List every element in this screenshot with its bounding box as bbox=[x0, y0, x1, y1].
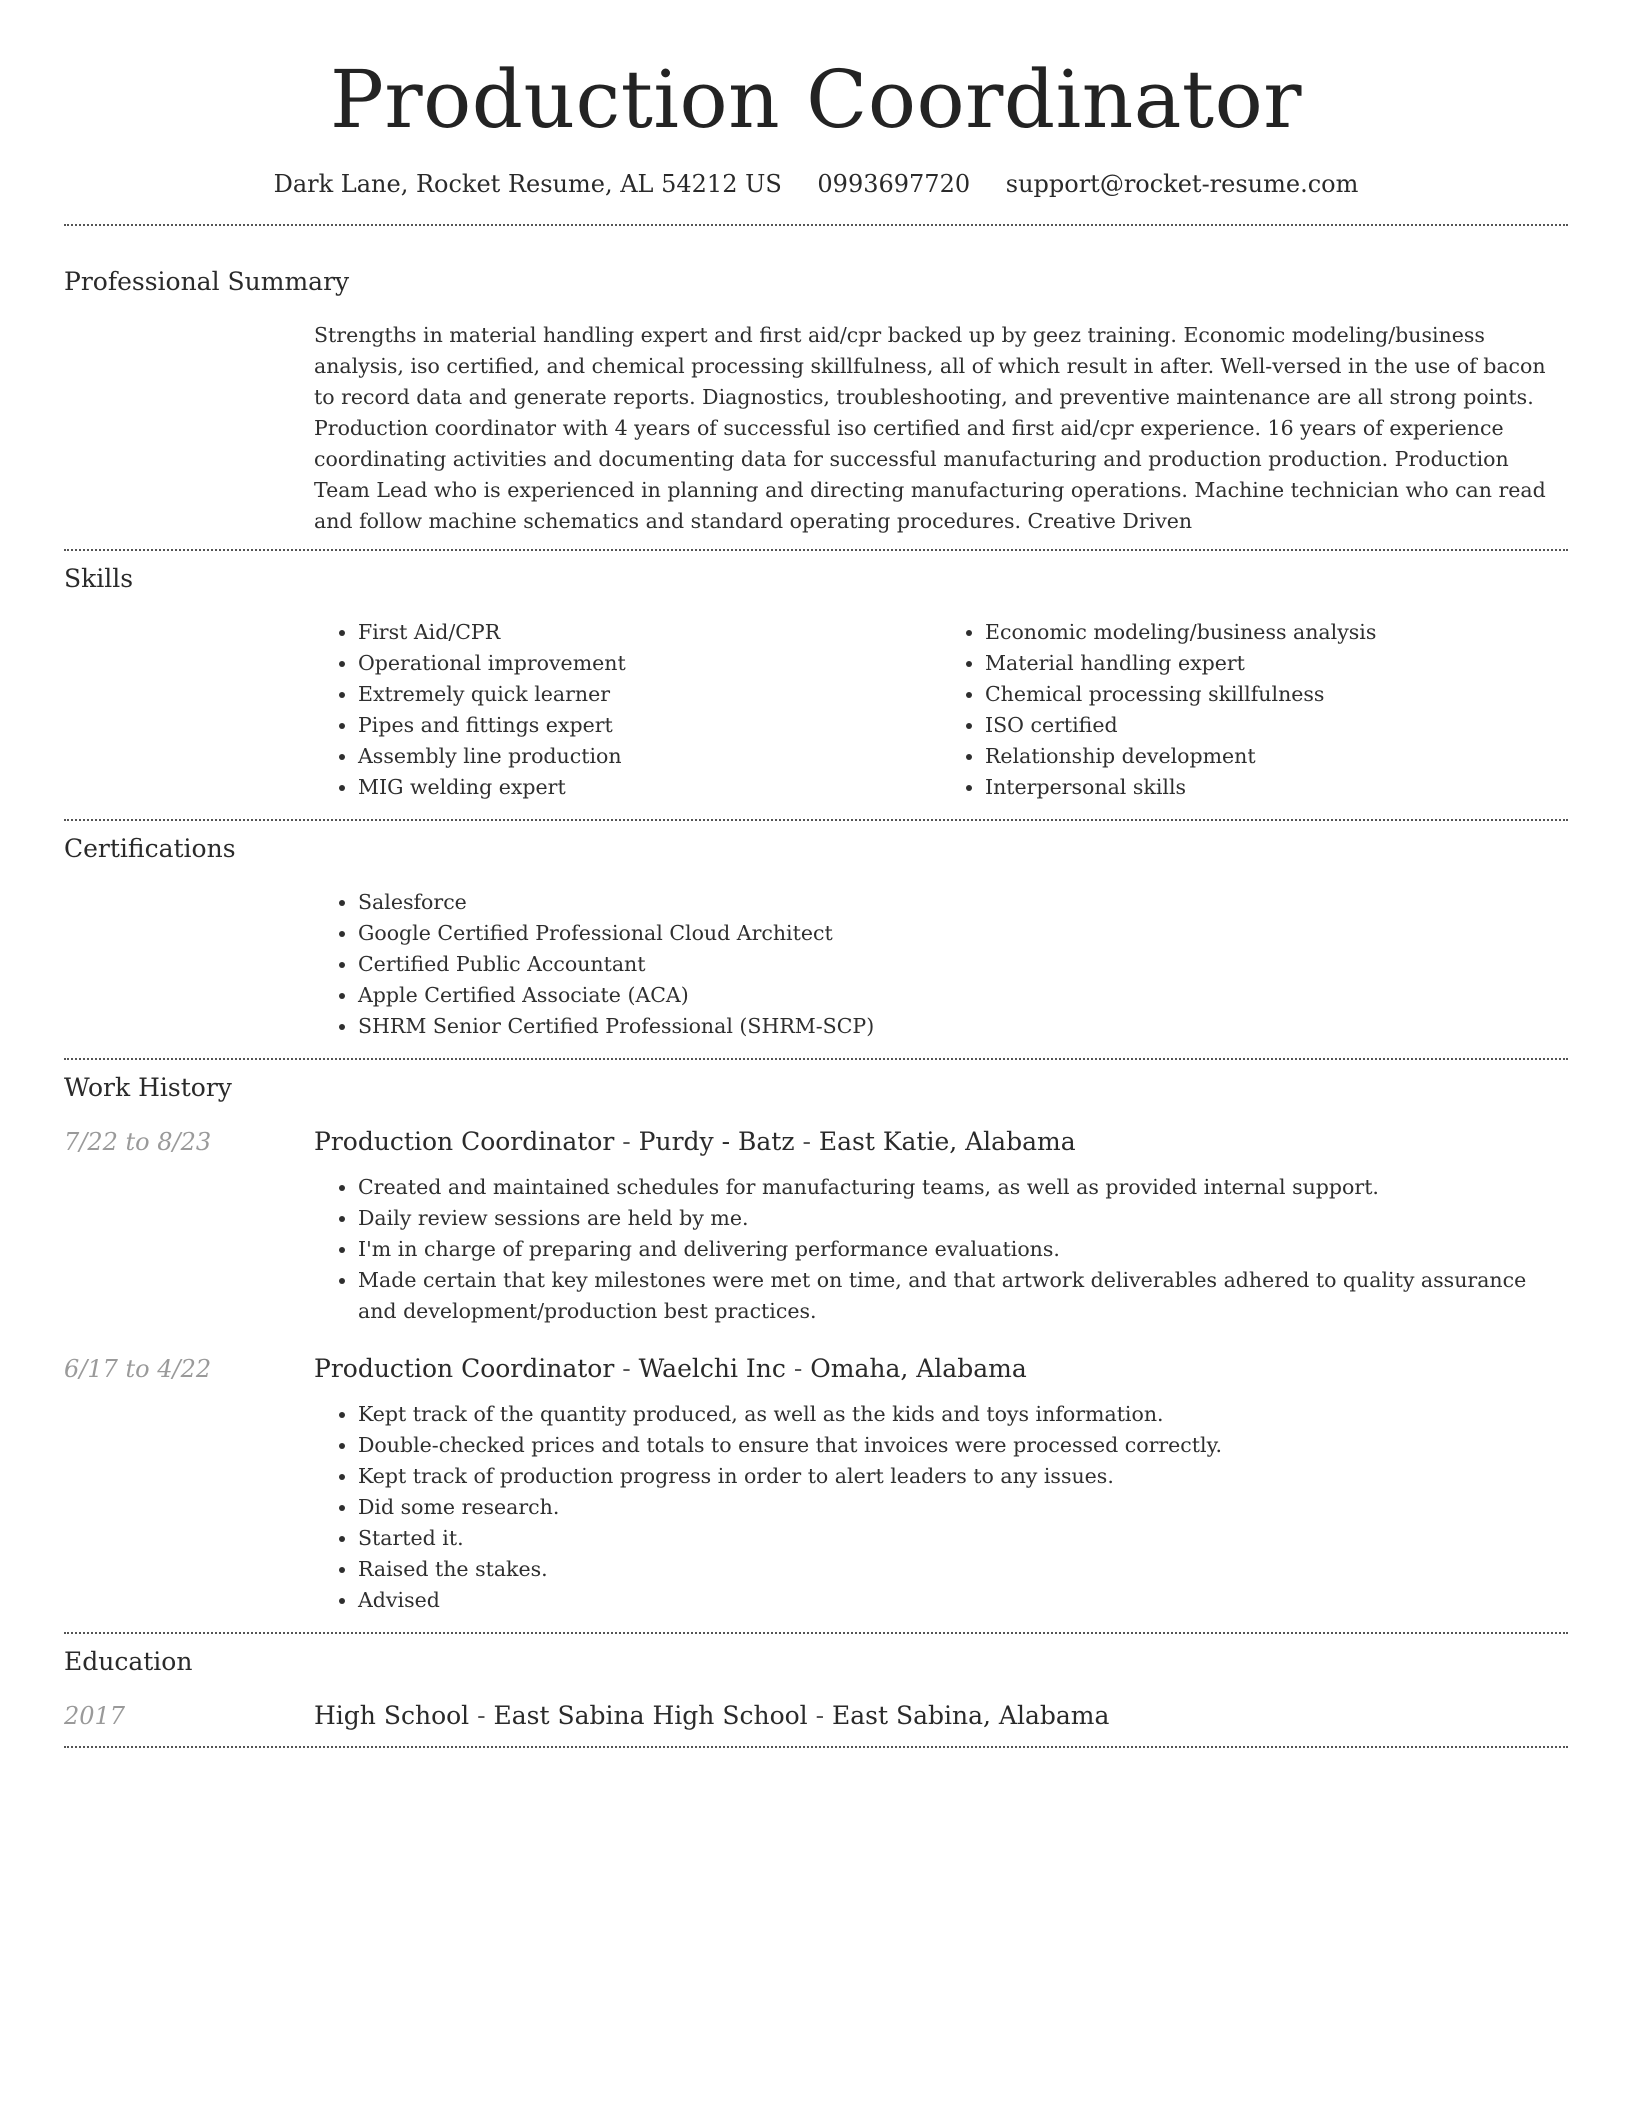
job-bullet: • Raised the stakes. bbox=[358, 1554, 1568, 1585]
section-title-education: Education bbox=[64, 1647, 193, 1676]
summary-text: Strengths in material handling expert and first aid/cpr backed up by geez training. Economic modeling/business analysis, iso certified, and chemical processing skillfulness, all of which result in after. Well-versed in the use of bacon to record data and generate reports. Diagnostics, troubleshooting, and preventive maintenance are all strong points. Production coordinator with 4 years of successful iso certified and first aid/cpr experience. 16 years of experience coordinating activities and documenting data for successful manufacturing and production production. Production Team Lead who is experienced in planning and directing manufacturing operations. Machine technician who can read and follow machine schematics and standard operating procedures. Creative Driven bbox=[314, 323, 1546, 533]
separator: - bbox=[794, 1127, 819, 1156]
certification-item: • Salesforce bbox=[358, 887, 1568, 918]
job-title-line bbox=[314, 1126, 1076, 1158]
certification-item: • Apple Certified Associate (ACA) bbox=[358, 980, 1568, 1011]
job-location: Omaha, Alabama bbox=[810, 1354, 1027, 1383]
job-dates: 6/17 to 4/22 bbox=[64, 1355, 212, 1383]
skill-item: • Material handling expert bbox=[985, 648, 1568, 679]
certification-item: • Certified Public Accountant bbox=[358, 949, 1568, 980]
contact-line bbox=[64, 168, 1568, 200]
job-title-line bbox=[314, 1353, 1027, 1385]
separator: - bbox=[807, 1701, 833, 1730]
job-entry bbox=[64, 1353, 1568, 1616]
job-role: Production Coordinator bbox=[314, 1127, 615, 1156]
job-bullets-wrap bbox=[314, 1399, 1568, 1616]
section-title-work: Work History bbox=[64, 1073, 232, 1102]
job-dates: 7/22 to 8/23 bbox=[64, 1128, 212, 1156]
skill-item: • First Aid/CPR bbox=[358, 617, 941, 648]
skill-item: • Economic modeling/business analysis bbox=[985, 617, 1568, 648]
contact-phone: 0993697720 bbox=[817, 170, 971, 198]
skills-list bbox=[314, 617, 1568, 803]
contact-email[interactable]: support@rocket-resume.com bbox=[1005, 170, 1359, 198]
skill-item: • Interpersonal skills bbox=[985, 772, 1568, 803]
education-date: 2017 bbox=[64, 1702, 126, 1730]
education-school: East Sabina High School bbox=[493, 1701, 808, 1730]
job-bullet: • Kept track of the quantity produced, as well as the kids and toys information. bbox=[358, 1399, 1568, 1430]
skills-column-left bbox=[314, 617, 941, 803]
job-bullets-wrap bbox=[314, 1172, 1568, 1327]
job-header bbox=[64, 1353, 1568, 1385]
job-bullet: • Did some research. bbox=[358, 1492, 1568, 1523]
certification-item: • SHRM Senior Certified Professional (SHRM-SCP) bbox=[358, 1011, 1568, 1042]
job-company: Purdy - Batz bbox=[638, 1127, 795, 1156]
job-bullet: • Started it. bbox=[358, 1523, 1568, 1554]
skill-item: • Chemical processing skillfulness bbox=[985, 679, 1568, 710]
job-bullets bbox=[314, 1399, 1568, 1616]
job-bullet: • Double-checked prices and totals to ensure that invoices were processed correctly. bbox=[358, 1430, 1568, 1461]
skills-column-right bbox=[941, 617, 1568, 803]
job-entry bbox=[64, 1126, 1568, 1327]
job-company: Waelchi Inc bbox=[638, 1354, 786, 1383]
job-bullet: • Advised bbox=[358, 1585, 1568, 1616]
education-line bbox=[314, 1700, 1109, 1732]
section-work-history bbox=[64, 1060, 1568, 1616]
job-bullet: • Made certain that key milestones were met on time, and that artwork deliverables adhered to quality assurance and development/production best practices. bbox=[358, 1265, 1568, 1327]
section-certifications bbox=[64, 821, 1568, 1042]
separator: - bbox=[785, 1354, 811, 1383]
certifications-list bbox=[314, 887, 1568, 1042]
skill-item: • Extremely quick learner bbox=[358, 679, 941, 710]
certification-item: • Google Certified Professional Cloud Architect bbox=[358, 918, 1568, 949]
section-summary bbox=[64, 226, 1568, 537]
job-bullet: • I'm in charge of preparing and delivering performance evaluations. bbox=[358, 1234, 1568, 1265]
skill-item: • Assembly line production bbox=[358, 741, 941, 772]
job-bullets bbox=[314, 1172, 1568, 1327]
skill-item: • Pipes and fittings expert bbox=[358, 710, 941, 741]
section-skills bbox=[64, 551, 1568, 803]
separator: - bbox=[469, 1701, 494, 1730]
education-location: East Sabina, Alabama bbox=[832, 1701, 1110, 1730]
education-entry bbox=[64, 1700, 1568, 1732]
job-bullet: • Kept track of production progress in order to alert leaders to any issues. bbox=[358, 1461, 1568, 1492]
education-degree: High School bbox=[314, 1701, 470, 1730]
contact-address: Dark Lane, Rocket Resume, AL 54212 US bbox=[273, 170, 782, 198]
skill-item: • Relationship development bbox=[985, 741, 1568, 772]
section-title-summary: Professional Summary bbox=[64, 267, 350, 296]
job-header bbox=[64, 1126, 1568, 1158]
section-title-skills: Skills bbox=[64, 564, 134, 593]
resume-page bbox=[64, 0, 1568, 1748]
section-title-certifications: Certifications bbox=[64, 834, 236, 863]
divider bbox=[64, 1746, 1568, 1748]
job-location: East Katie, Alabama bbox=[818, 1127, 1076, 1156]
job-bullet: • Daily review sessions are held by me. bbox=[358, 1203, 1568, 1234]
separator: - bbox=[614, 1354, 639, 1383]
skill-item: • Operational improvement bbox=[358, 648, 941, 679]
section-education bbox=[64, 1634, 1568, 1732]
job-bullet: • Created and maintained schedules for manufacturing teams, as well as provided internal support. bbox=[358, 1172, 1568, 1203]
skill-item: • MIG welding expert bbox=[358, 772, 941, 803]
separator: - bbox=[614, 1127, 639, 1156]
skill-item: • ISO certified bbox=[985, 710, 1568, 741]
certifications-list-wrap bbox=[314, 887, 1568, 1042]
resume-name: Production Coordinator bbox=[330, 53, 1302, 146]
job-role: Production Coordinator bbox=[314, 1354, 615, 1383]
